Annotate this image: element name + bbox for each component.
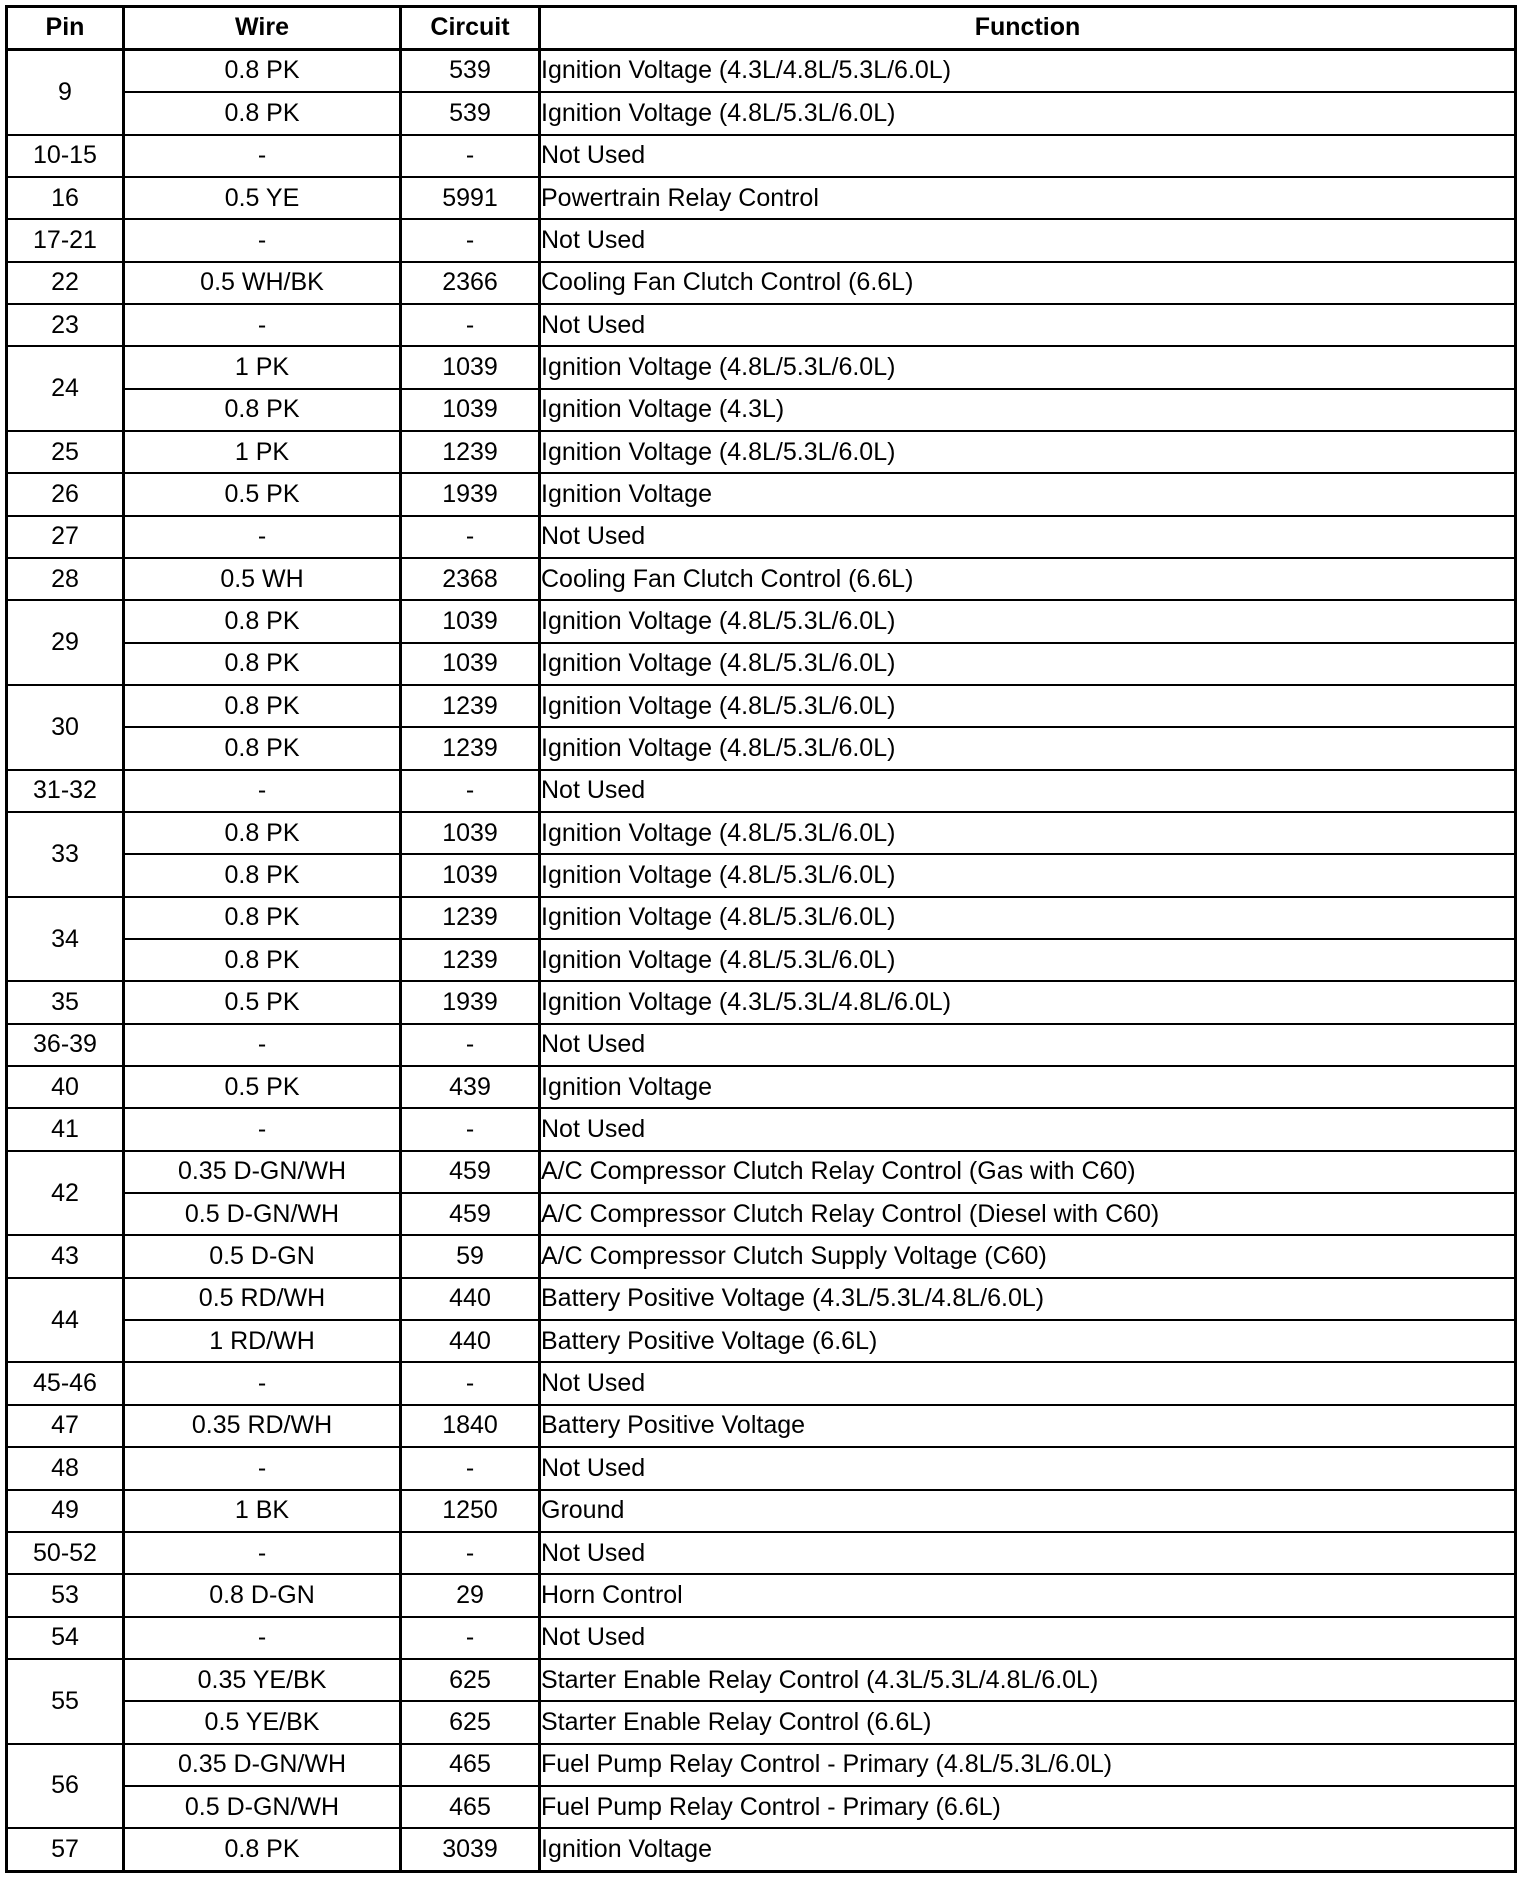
wire-cell: 0.5 RD/WH (124, 1278, 401, 1320)
header-function: Function (540, 7, 1516, 50)
table-row (7, 177, 1516, 219)
function-cell: Ignition Voltage (4.3L) (540, 389, 1516, 431)
pin-cell: 28 (7, 558, 124, 600)
function-cell: Battery Positive Voltage (540, 1405, 1516, 1447)
circuit-cell: - (401, 516, 540, 558)
circuit-cell: 1039 (401, 346, 540, 388)
function-cell: Ignition Voltage (4.8L/5.3L/6.0L) (540, 812, 1516, 854)
function-cell: Battery Positive Voltage (6.6L) (540, 1320, 1516, 1362)
wire-cell: 0.8 D-GN (124, 1574, 401, 1616)
circuit-cell: 1239 (401, 939, 540, 981)
wire-cell: 0.8 PK (124, 727, 401, 769)
wire-cell: 0.5 WH (124, 558, 401, 600)
wire-cell: - (124, 1617, 401, 1659)
circuit-cell: 1239 (401, 897, 540, 939)
function-cell: Powertrain Relay Control (540, 177, 1516, 219)
circuit-cell: 1250 (401, 1490, 540, 1532)
wire-cell: 0.8 PK (124, 389, 401, 431)
table-row (7, 770, 1516, 812)
pin-cell: 16 (7, 177, 124, 219)
table-row (7, 1447, 1516, 1489)
pin-cell: 49 (7, 1490, 124, 1532)
circuit-cell: - (401, 135, 540, 177)
wire-cell: 0.8 PK (124, 685, 401, 727)
function-cell: Ignition Voltage (4.3L/5.3L/4.8L/6.0L) (540, 981, 1516, 1023)
table-row (7, 1617, 1516, 1659)
pin-cell: 23 (7, 304, 124, 346)
wire-cell: - (124, 1447, 401, 1489)
circuit-cell: - (401, 1362, 540, 1404)
pin-cell: 57 (7, 1828, 124, 1871)
circuit-cell: 459 (401, 1193, 540, 1235)
circuit-cell: 465 (401, 1744, 540, 1786)
table-row (7, 1828, 1516, 1871)
table-row (7, 727, 1516, 769)
wire-cell: 0.35 D-GN/WH (124, 1744, 401, 1786)
header-circuit: Circuit (401, 7, 540, 50)
function-cell: Starter Enable Relay Control (4.3L/5.3L/4.8L/6.0L) (540, 1659, 1516, 1701)
table-row (7, 854, 1516, 896)
wire-cell: 0.8 PK (124, 1828, 401, 1871)
table-row (7, 1024, 1516, 1066)
wire-cell: 0.35 YE/BK (124, 1659, 401, 1701)
circuit-cell: 29 (401, 1574, 540, 1616)
function-cell: Ignition Voltage (4.3L/4.8L/5.3L/6.0L) (540, 49, 1516, 92)
circuit-cell: 2366 (401, 262, 540, 304)
wire-cell: 0.5 PK (124, 1066, 401, 1108)
wire-cell: 0.5 D-GN/WH (124, 1193, 401, 1235)
table-row (7, 431, 1516, 473)
table-row (7, 1193, 1516, 1235)
pin-cell: 47 (7, 1405, 124, 1447)
function-cell: A/C Compressor Clutch Supply Voltage (C60) (540, 1235, 1516, 1277)
table-row (7, 92, 1516, 134)
circuit-cell: - (401, 1108, 540, 1150)
wire-cell: 1 BK (124, 1490, 401, 1532)
connector-pinout-table (5, 5, 1517, 1873)
pin-cell: 27 (7, 516, 124, 558)
wire-cell: - (124, 1362, 401, 1404)
circuit-cell: 459 (401, 1151, 540, 1193)
function-cell: Ignition Voltage (540, 473, 1516, 515)
circuit-cell: 1039 (401, 854, 540, 896)
table-row (7, 262, 1516, 304)
circuit-cell: 1239 (401, 727, 540, 769)
circuit-cell: 3039 (401, 1828, 540, 1871)
circuit-cell: 1039 (401, 643, 540, 685)
circuit-cell: 1239 (401, 685, 540, 727)
wire-cell: 1 PK (124, 431, 401, 473)
wire-cell: 0.35 D-GN/WH (124, 1151, 401, 1193)
table-header-row (7, 7, 1516, 50)
table-row (7, 1574, 1516, 1616)
circuit-cell: 539 (401, 92, 540, 134)
table-row (7, 1786, 1516, 1828)
circuit-cell: 1840 (401, 1405, 540, 1447)
wire-cell: 0.35 RD/WH (124, 1405, 401, 1447)
table-row (7, 1278, 1516, 1320)
function-cell: Ignition Voltage (4.8L/5.3L/6.0L) (540, 346, 1516, 388)
pin-cell: 40 (7, 1066, 124, 1108)
circuit-cell: 625 (401, 1659, 540, 1701)
function-cell: A/C Compressor Clutch Relay Control (Gas with C60) (540, 1151, 1516, 1193)
table-row (7, 219, 1516, 261)
header-pin: Pin (7, 7, 124, 50)
pin-cell: 24 (7, 346, 124, 431)
pin-cell: 35 (7, 981, 124, 1023)
table-row (7, 473, 1516, 515)
pin-cell: 48 (7, 1447, 124, 1489)
pin-cell: 9 (7, 49, 124, 134)
table-row (7, 558, 1516, 600)
function-cell: Not Used (540, 1362, 1516, 1404)
function-cell: Starter Enable Relay Control (6.6L) (540, 1701, 1516, 1743)
pin-cell: 30 (7, 685, 124, 770)
circuit-cell: 1939 (401, 473, 540, 515)
wire-cell: - (124, 516, 401, 558)
function-cell: Not Used (540, 304, 1516, 346)
table-row (7, 346, 1516, 388)
circuit-cell: 465 (401, 1786, 540, 1828)
circuit-cell: 539 (401, 49, 540, 92)
wire-cell: 0.8 PK (124, 939, 401, 981)
circuit-cell: 1039 (401, 600, 540, 642)
circuit-cell: 439 (401, 1066, 540, 1108)
wire-cell: 0.8 PK (124, 812, 401, 854)
function-cell: Fuel Pump Relay Control - Primary (6.6L) (540, 1786, 1516, 1828)
table-row (7, 135, 1516, 177)
table-row (7, 1490, 1516, 1532)
table-row (7, 1701, 1516, 1743)
table-row (7, 49, 1516, 92)
table-row (7, 643, 1516, 685)
wire-cell: 0.5 D-GN/WH (124, 1786, 401, 1828)
function-cell: Battery Positive Voltage (4.3L/5.3L/4.8L/6.0L) (540, 1278, 1516, 1320)
header-wire: Wire (124, 7, 401, 50)
wire-cell: 0.5 YE (124, 177, 401, 219)
circuit-cell: 1939 (401, 981, 540, 1023)
table-body (7, 49, 1516, 1871)
circuit-cell: 5991 (401, 177, 540, 219)
pin-cell: 43 (7, 1235, 124, 1277)
table-row (7, 1108, 1516, 1150)
function-cell: Not Used (540, 516, 1516, 558)
pin-cell: 10-15 (7, 135, 124, 177)
pin-cell: 41 (7, 1108, 124, 1150)
function-cell: Ignition Voltage (540, 1828, 1516, 1871)
table-row (7, 1235, 1516, 1277)
pin-cell: 29 (7, 600, 124, 685)
wire-cell: 0.5 PK (124, 473, 401, 515)
table-row (7, 1151, 1516, 1193)
pin-cell: 17-21 (7, 219, 124, 261)
function-cell: Ignition Voltage (4.8L/5.3L/6.0L) (540, 431, 1516, 473)
table-row (7, 1659, 1516, 1701)
function-cell: Ignition Voltage (4.8L/5.3L/6.0L) (540, 643, 1516, 685)
wire-cell: 0.8 PK (124, 49, 401, 92)
table-row (7, 897, 1516, 939)
table-row (7, 1320, 1516, 1362)
pin-cell: 31-32 (7, 770, 124, 812)
table-row (7, 685, 1516, 727)
circuit-cell: - (401, 1447, 540, 1489)
pin-cell: 44 (7, 1278, 124, 1363)
function-cell: Not Used (540, 219, 1516, 261)
function-cell: Ignition Voltage (4.8L/5.3L/6.0L) (540, 939, 1516, 981)
function-cell: Ignition Voltage (4.8L/5.3L/6.0L) (540, 685, 1516, 727)
wire-cell: 0.5 PK (124, 981, 401, 1023)
wire-cell: - (124, 304, 401, 346)
wire-cell: 0.8 PK (124, 854, 401, 896)
function-cell: Not Used (540, 1447, 1516, 1489)
pin-cell: 25 (7, 431, 124, 473)
wire-cell: 0.8 PK (124, 600, 401, 642)
table-row (7, 600, 1516, 642)
pin-cell: 34 (7, 897, 124, 982)
function-cell: Fuel Pump Relay Control - Primary (4.8L/5.3L/6.0L) (540, 1744, 1516, 1786)
wire-cell: 0.5 D-GN (124, 1235, 401, 1277)
function-cell: Cooling Fan Clutch Control (6.6L) (540, 262, 1516, 304)
wire-cell: - (124, 219, 401, 261)
function-cell: Ignition Voltage (540, 1066, 1516, 1108)
table-row (7, 1405, 1516, 1447)
function-cell: Ignition Voltage (4.8L/5.3L/6.0L) (540, 92, 1516, 134)
function-cell: Not Used (540, 1108, 1516, 1150)
pin-cell: 42 (7, 1151, 124, 1236)
table-row (7, 939, 1516, 981)
function-cell: Ignition Voltage (4.8L/5.3L/6.0L) (540, 600, 1516, 642)
circuit-cell: 1039 (401, 389, 540, 431)
pin-cell: 56 (7, 1744, 124, 1829)
table-row (7, 1532, 1516, 1574)
pin-cell: 26 (7, 473, 124, 515)
circuit-cell: 440 (401, 1320, 540, 1362)
pin-cell: 22 (7, 262, 124, 304)
table-row (7, 516, 1516, 558)
circuit-cell: - (401, 770, 540, 812)
function-cell: Ignition Voltage (4.8L/5.3L/6.0L) (540, 727, 1516, 769)
wire-cell: - (124, 1532, 401, 1574)
function-cell: Horn Control (540, 1574, 1516, 1616)
function-cell: Ignition Voltage (4.8L/5.3L/6.0L) (540, 897, 1516, 939)
circuit-cell: - (401, 304, 540, 346)
circuit-cell: - (401, 219, 540, 261)
wire-cell: 1 PK (124, 346, 401, 388)
function-cell: Not Used (540, 770, 1516, 812)
function-cell: Not Used (540, 1532, 1516, 1574)
circuit-cell: 625 (401, 1701, 540, 1743)
wire-cell: 0.5 WH/BK (124, 262, 401, 304)
circuit-cell: 440 (401, 1278, 540, 1320)
circuit-cell: 59 (401, 1235, 540, 1277)
function-cell: A/C Compressor Clutch Relay Control (Diesel with C60) (540, 1193, 1516, 1235)
function-cell: Cooling Fan Clutch Control (6.6L) (540, 558, 1516, 600)
pin-cell: 54 (7, 1617, 124, 1659)
function-cell: Not Used (540, 135, 1516, 177)
wire-cell: 0.8 PK (124, 897, 401, 939)
wire-cell: - (124, 1024, 401, 1066)
pin-cell: 55 (7, 1659, 124, 1744)
wire-cell: 0.8 PK (124, 643, 401, 685)
wire-cell: 0.5 YE/BK (124, 1701, 401, 1743)
wire-cell: - (124, 1108, 401, 1150)
circuit-cell: 2368 (401, 558, 540, 600)
wire-cell: - (124, 770, 401, 812)
circuit-cell: 1239 (401, 431, 540, 473)
pin-cell: 33 (7, 812, 124, 897)
function-cell: Not Used (540, 1617, 1516, 1659)
function-cell: Ignition Voltage (4.8L/5.3L/6.0L) (540, 854, 1516, 896)
wire-cell: 0.8 PK (124, 92, 401, 134)
wire-cell: 1 RD/WH (124, 1320, 401, 1362)
pin-cell: 53 (7, 1574, 124, 1616)
table-row (7, 1066, 1516, 1108)
table-row (7, 304, 1516, 346)
circuit-cell: 1039 (401, 812, 540, 854)
function-cell: Not Used (540, 1024, 1516, 1066)
pin-cell: 36-39 (7, 1024, 124, 1066)
table-row (7, 389, 1516, 431)
function-cell: Ground (540, 1490, 1516, 1532)
circuit-cell: - (401, 1532, 540, 1574)
table-row (7, 981, 1516, 1023)
table-row (7, 1362, 1516, 1404)
circuit-cell: - (401, 1024, 540, 1066)
table-row (7, 1744, 1516, 1786)
wire-cell: - (124, 135, 401, 177)
pin-cell: 45-46 (7, 1362, 124, 1404)
circuit-cell: - (401, 1617, 540, 1659)
table-row (7, 812, 1516, 854)
pin-cell: 50-52 (7, 1532, 124, 1574)
